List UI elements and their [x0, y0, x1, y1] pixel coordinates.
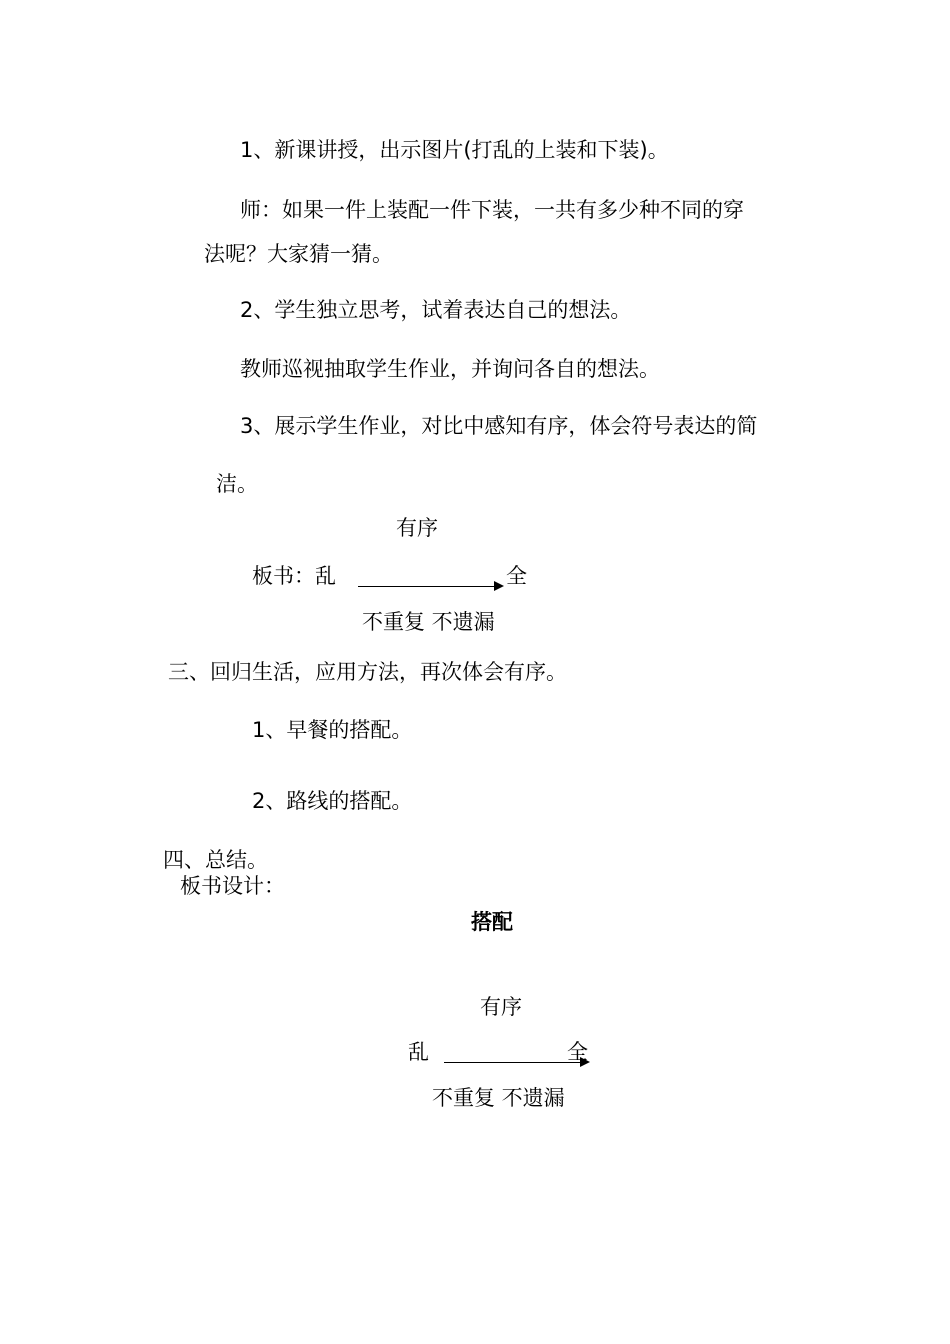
- diagram1-top-label: 有序: [396, 516, 438, 540]
- diagram1-end-label: 全: [506, 564, 527, 588]
- section4-heading: 四、总结。: [163, 848, 268, 872]
- section3-item-breakfast: 1、早餐的搭配。: [252, 718, 413, 742]
- board-design-label: 板书设计：: [180, 874, 285, 898]
- paragraph-show-work-line2: 洁。: [216, 472, 258, 496]
- board-design-start-label: 乱: [408, 1040, 429, 1064]
- diagram1-bottom-label: 不重复 不遗漏: [362, 610, 495, 634]
- section3-item-route: 2、路线的搭配。: [252, 789, 413, 813]
- board-design-top-label: 有序: [480, 995, 522, 1019]
- diagram1-prefix: 板书：乱: [252, 564, 336, 588]
- board-design-title: 搭配: [471, 910, 513, 934]
- paragraph-new-lesson: 1、新课讲授，出示图片(打乱的上装和下装)。: [240, 138, 669, 162]
- paragraph-show-work-line1: 3、展示学生作业，对比中感知有序，体会符号表达的简: [240, 414, 758, 438]
- paragraph-student-thinking: 2、学生独立思考，试着表达自己的想法。: [240, 298, 632, 322]
- board-design-bottom-label: 不重复 不遗漏: [432, 1086, 565, 1110]
- board-design-end-label: 全: [567, 1040, 588, 1064]
- paragraph-teacher-question-line1: 师：如果一件上装配一件下装，一共有多少种不同的穿: [240, 198, 744, 222]
- section3-heading: 三、回归生活，应用方法，再次体会有序。: [168, 660, 567, 684]
- paragraph-teacher-patrol: 教师巡视抽取学生作业，并询问各自的想法。: [240, 357, 660, 381]
- paragraph-teacher-question-line2: 法呢？大家猜一猜。: [204, 242, 393, 266]
- diagram1-arrow: [358, 586, 502, 587]
